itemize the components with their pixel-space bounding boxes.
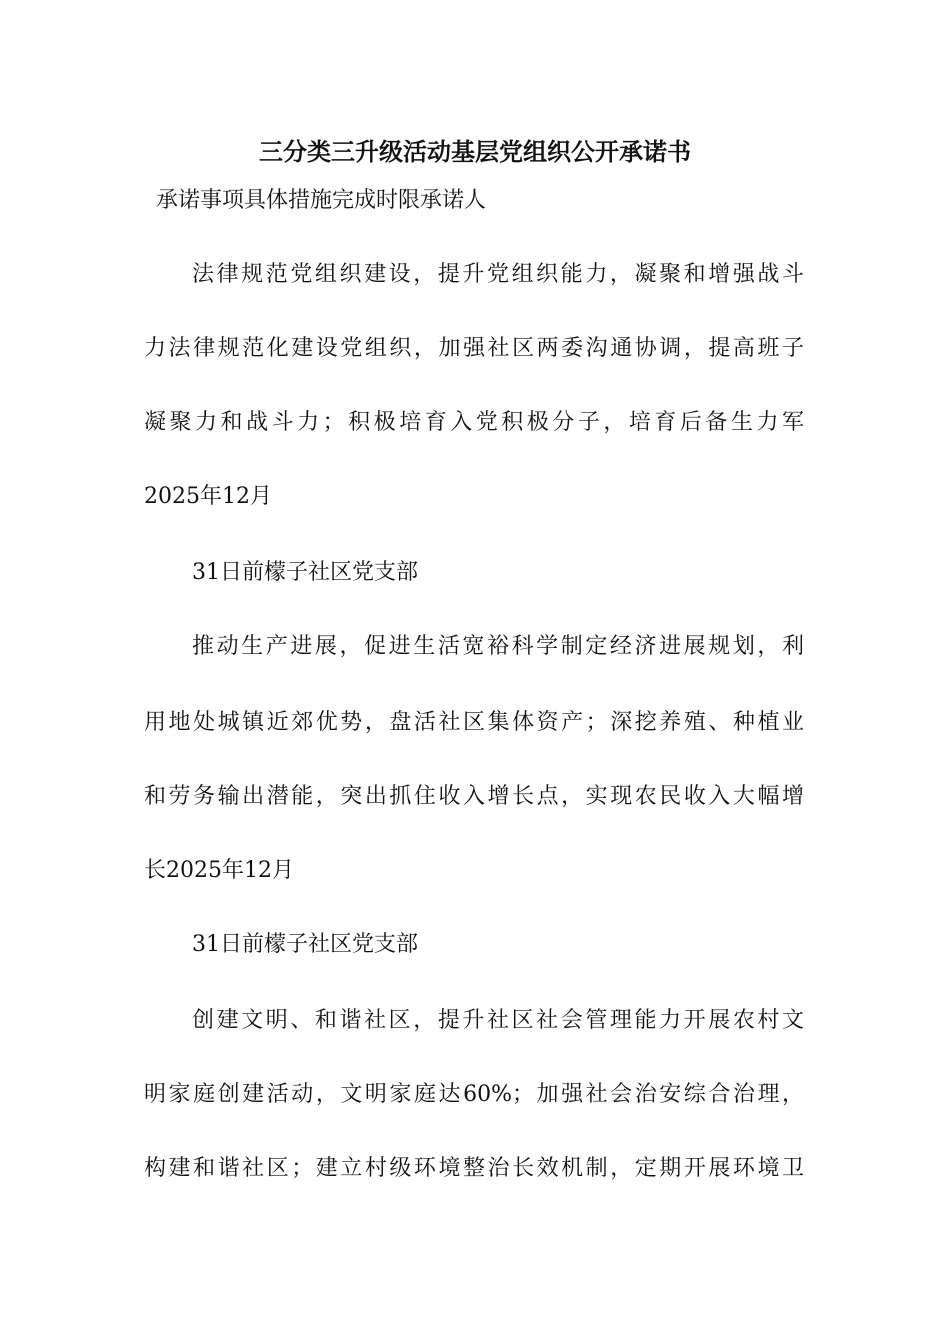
paragraph-line: 和劳务输出潜能，突出抓住收入增长点，实现农民收入大幅增 [144,784,804,809]
paragraph-line: 31日前檬子社区党支部 [192,560,418,585]
paragraph-line: 力法律规范化建设党组织，加强社区两委沟通协调，提高班子 [144,336,804,361]
paragraph-line: 长2025年12月 [144,858,294,883]
paragraph-line: 凝聚力和战斗力；积极培育入党积极分子，培育后备生力军 [144,410,804,435]
paragraph-line: 2025年12月 [144,484,272,509]
paragraph-line: 明家庭创建活动，文明家庭达60%；加强社会治安综合治理， [144,1082,804,1107]
paragraph-line: 31日前檬子社区党支部 [192,932,418,957]
paragraph-line: 法律规范党组织建设，提升党组织能力，凝聚和增强战斗 [192,262,804,287]
paragraph-line: 构建和谐社区；建立村级环境整治长效机制，定期开展环境卫 [144,1156,804,1181]
column-header: 承诺事项具体措施完成时限承诺人 [156,188,487,213]
paragraph-line: 用地处城镇近郊优势，盘活社区集体资产；深挖养殖、种植业 [144,710,804,735]
document-title: 三分类三升级活动基层党组织公开承诺书 [259,137,691,166]
paragraph-line: 创建文明、和谐社区，提升社区社会管理能力开展农村文 [192,1008,804,1033]
paragraph-line: 推动生产进展，促进生活宽裕科学制定经济进展规划，利 [192,634,804,659]
